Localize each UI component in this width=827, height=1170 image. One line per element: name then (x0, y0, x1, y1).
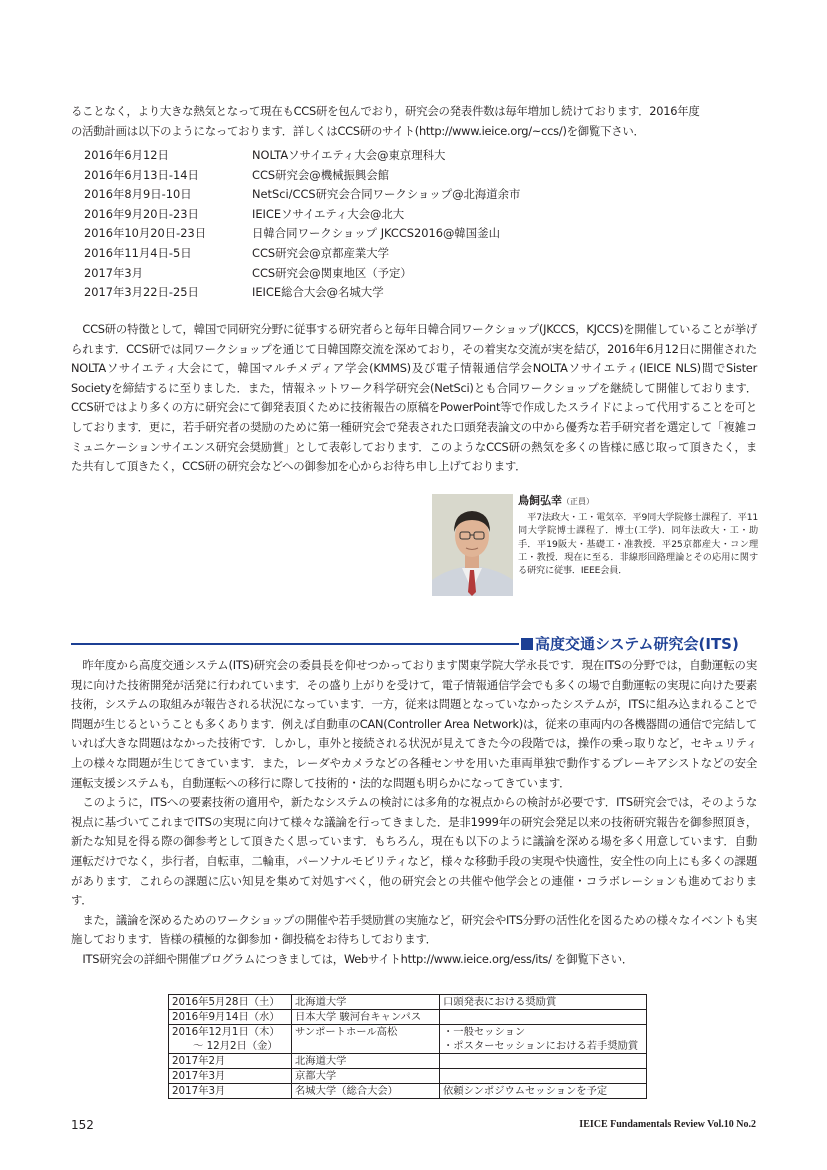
schedule-event: 日韓合同ワークショップ JKCCS2016@韓国釜山 (252, 226, 500, 241)
table-row (169, 1084, 647, 1099)
its-section-heading (521, 633, 739, 654)
table-cell-note: ・一般セッション (440, 1025, 647, 1040)
ccs-paragraph: CCS研の特徴として，韓国で同研究分野に従事する研究者らと毎年日韓合同ワークショップ(JKCCS，KJCCS)を開催していることが挙げられます．CCS研では同ワークショップを通じて日韓国際交流を深めており，その着実な交流が実を結び，2016年6月12日に開催されたNOLTAソサイエティ大会にて，韓国マルチメディア学会(KMMS)及び電子情報通信学会NOLTAソサイエティ(IEICE NLS)間でSister Societyを締結するに至りました．また，情報ネットワーク科学研究会(NetSci)とも合同ワークショップを継続して開催しております．CCS研ではより多くの方に研究会にて御発表頂くために技術報告の原稿をPowerPoint等で作成したスライドによって代用することを可としております．更に，若手研究者の奨励のために第一種研究会で発表された口頭発表論文の中から優秀な若手研究者を選定して「複雑コミュニケーションサイエンス研究会奨励賞」として表彰しております．このようなCCS研の熱気を多くの皆様に感じ取って頂きたく，また共有して頂きたく，CCS研の研究会などへの御参加を心からお待ち申し上げております． (71, 322, 757, 474)
its-body (71, 656, 757, 970)
square-bullet-icon (521, 638, 533, 650)
table-cell-note (440, 1069, 647, 1084)
table-cell-venue: サンポートホール高松 (292, 1025, 440, 1040)
schedule-date: 2016年9月20日-23日 (84, 206, 199, 221)
its-paragraph: また，議論を深めるためのワークショップの開催や若手奨励賞の実施など，研究会やITS分野の活性化を図るための様々なイベントも実施しております．皆様の積極的な御参加・御投稿をお待ちしております． (71, 912, 757, 947)
schedule-event: NetSci/CCS研究会合同ワークショップ@北海道余市 (252, 187, 521, 202)
table-cell-venue (292, 1039, 440, 1054)
schedule-event: CCS研究会@関東地区（予定） (252, 265, 412, 280)
schedule-date: 2017年3月 (84, 265, 144, 280)
table-cell-date: 2017年2月 (169, 1054, 292, 1069)
author-photo (432, 494, 513, 596)
schedule-date: 2016年11月4日-5日 (84, 245, 192, 260)
schedule-event: CCS研究会@京都産業大学 (252, 245, 390, 260)
table-cell-venue: 京都大学 (292, 1069, 440, 1084)
its-schedule-table (168, 994, 647, 1099)
table-cell-date: 2017年3月 (169, 1084, 292, 1099)
section-rule (71, 643, 519, 645)
author-name: 鳥飼弘幸 (518, 494, 562, 507)
schedule-date: 2016年8月9日-10日 (84, 187, 192, 202)
its-heading-text: 高度交通システム研究会(ITS) (535, 635, 739, 653)
schedule-date: 2016年6月13日-14日 (84, 167, 199, 182)
schedule-date: 2017年3月22日-25日 (84, 285, 199, 300)
schedule-event: IEICE総合大会@名城大学 (252, 285, 384, 300)
table-cell-date: 2017年3月 (169, 1069, 292, 1084)
table-cell-date: 2016年9月14日（水） (169, 1010, 292, 1025)
schedule-date: 2016年6月12日 (84, 148, 169, 162)
table-cell-venue: 名城大学（総合大会） (292, 1084, 440, 1099)
table-row (169, 1039, 647, 1054)
author-role: （正員） (562, 497, 594, 506)
table-row (169, 1010, 647, 1025)
schedule-event: CCS研究会@機械振興会館 (252, 167, 390, 182)
author-bio-text: 平7法政大・工・電気卒．平9同大学院修士課程了．平11同大学院博士課程了．博士(工学)．同年法政大・工・助手．平19阪大・基礎工・准教授．平25京都産大・コン理工・教授．現在に至る．非線形回路理論とその応用に関する研究に従事．IEEE会員． (518, 512, 758, 577)
table-row (169, 1025, 647, 1040)
table-cell-venue: 北海道大学 (292, 1054, 440, 1069)
table-row (169, 1054, 647, 1069)
its-paragraph: ITS研究会の詳細や開催プログラムにつきましては，Webサイトhttp://www.ieice.org/ess/its/ を御覧下さい． (82, 951, 634, 966)
table-cell-venue: 日本大学 駿河台キャンパス (292, 1010, 440, 1025)
table-cell-date: 2016年5月28日（土） (169, 995, 292, 1010)
intro-text (71, 102, 757, 141)
page-number: 152 (71, 1118, 94, 1132)
table-cell-venue: 北海道大学 (292, 995, 440, 1010)
author-name-line (518, 494, 758, 508)
its-paragraph: このように，ITSへの要素技術の適用や，新たなシステムの検討には多角的な視点からの検討が必要です．ITS研究会では，そのような視点に基づいてこれまでITSの実現に向けて様々な議論を行ってきました．是非1999年の研究会発足以来の技術研究報告を御参照頂き，新たな知見を得る際の御参考として頂きたく思っています．もちろん，現在も以下のように議論を深める場を多く用意しています．自動運転だけでなく，歩行者，自転車，二輪車，パーソナルモビリティなど，様々な移動手段の実現や快適性，安全性の向上にも多くの課題があります．これらの課題に広い知見を集めて対処すべく，他の研究会との共催や他学会との連催・コラボレーションも進めております． (71, 795, 757, 908)
table-cell-note: 口頭発表における奨励賞 (440, 995, 647, 1010)
portrait-image (432, 494, 513, 596)
its-paragraph: 昨年度から高度交通システム(ITS)研究会の委員長を仰せつかっております関東学院大学永長です．現在ITSの分野では，自動運転の実現に向けた技術開発が活発に行われています．その盛り上がりを受けて，電子情報通信学会でも多くの場で自動運転の実現に向けた要素技術，システムの取組みが報告される状況になっています．一方，従来は問題となっていなかったシステムが，ITSに組み込まれることで問題が生じるということも多くあります．例えば自動車のCAN(Controller Area Network)は，従来の車両内の各機器間の通信で完結していれば大きな問題はなかった技術です．しかし，車外と接続される状況が見えてきた今の段階では，操作の乗っ取りなど，セキュリティ上の様々な問題が生じてきています．また，レーダやカメラなどの各種センサを用いた車両単独で動作するブレーキアシストなどの安全運転支援システムも，自動運転への移行に際して技術的・法的な問題も明らかになってきています． (71, 658, 757, 790)
intro-line-2: の活動計画は以下のようになっております．詳しくはCCS研のサイト(http://www.ieice.org/~ccs/)を御覧下さい． (71, 123, 645, 138)
schedule-event: NOLTAソサイエティ大会@東京理科大 (252, 148, 446, 162)
table-row (169, 995, 647, 1010)
table-cell-note: ・ポスターセッションにおける若手奨励賞 (440, 1039, 647, 1054)
ccs-body (71, 320, 757, 477)
schedule-date: 2016年10月20日-23日 (84, 226, 207, 241)
schedule-event: IEICEソサイエティ大会@北大 (252, 206, 405, 221)
table-cell-date: ～ 12月2日（金） (169, 1039, 292, 1054)
table-cell-note: 依頼シンポジウムセッションを予定 (440, 1084, 647, 1099)
intro-line-1: ることなく，より大きな熱気となって現在もCCS研を包んでおり，研究会の発表件数は毎年増加し続けております．2016年度 (71, 104, 700, 118)
table-cell-date: 2016年12月1日（木） (169, 1025, 292, 1040)
table-cell-note (440, 1054, 647, 1069)
author-bio (518, 494, 758, 577)
table-cell-note (440, 1010, 647, 1025)
journal-name: IEICE Fundamentals Review Vol.10 No.2 (579, 1119, 756, 1130)
table-row (169, 1069, 647, 1084)
